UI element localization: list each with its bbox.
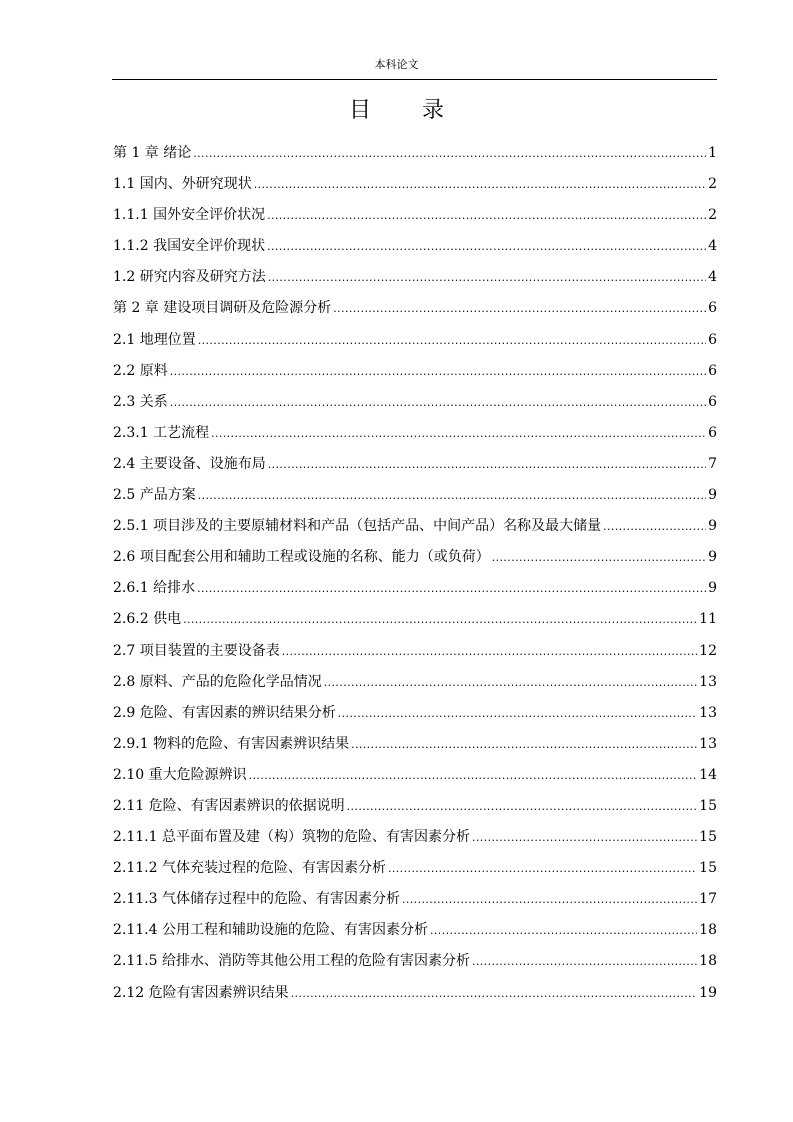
toc-entry[interactable] [113,607,717,638]
toc-entry[interactable] [113,639,717,670]
toc-dot-leader [388,857,697,881]
toc-entry[interactable] [113,421,717,452]
toc-page-number: 15 [699,829,717,846]
toc-entry[interactable] [113,949,717,980]
page-header: 本科论文 [374,58,419,71]
toc-dot-leader [170,391,706,415]
toc-entry-label: 2.7 项目装置的主要设备表 [113,642,280,659]
toc-entry[interactable] [113,483,717,514]
toc-page-number: 18 [699,953,717,970]
toc-title: 目 录 [349,98,466,123]
toc-dot-leader [603,515,706,539]
toc-entry[interactable] [113,981,717,1012]
toc-page-number: 15 [699,797,717,814]
toc-entry-label: 1.1 国内、外研究现状 [113,176,252,193]
toc-dot-leader [211,422,706,446]
toc-entry-label: 2.11.2 气体充装过程的危险、有害因素分析 [113,860,386,877]
toc-dot-leader [268,453,706,477]
toc-page-number: 19 [699,984,717,1001]
toc-page-number: 12 [699,642,717,659]
toc-dot-leader [472,950,697,974]
table-of-contents [113,141,717,1012]
toc-dot-leader [291,982,698,1006]
toc-entry-label: 2.4 主要设备、设施布局 [113,455,266,472]
toc-entry[interactable] [113,670,717,701]
toc-entry-label: 2.11.3 气体储存过程中的危险、有害因素分析 [113,891,400,908]
toc-entry-label: 2.11 危险、有害因素辨识的依据说明 [113,797,345,814]
toc-entry-label: 2.8 原料、产品的危险化学品情况 [113,673,322,690]
toc-dot-leader [402,888,697,912]
toc-entry[interactable] [113,265,717,296]
toc-page-number: 2 [708,176,717,193]
toc-entry-label: 2.9.1 物料的危险、有害因素辨识结果 [113,735,350,752]
toc-page-number: 15 [699,860,717,877]
toc-entry-label: 2.10 重大危险源辨识 [113,766,247,783]
toc-entry-label: 2.11.1 总平面布置及建（构）筑物的危险、有害因素分析 [113,829,470,846]
toc-entry[interactable] [113,576,717,607]
toc-dot-leader [492,546,706,570]
toc-dot-leader [268,266,706,290]
toc-page-number: 6 [708,393,717,410]
toc-entry-label: 2.6.1 给排水 [113,580,196,597]
toc-dot-leader [249,764,698,788]
toc-entry[interactable] [113,701,717,732]
toc-dot-leader [267,204,706,228]
toc-page-number: 6 [708,362,717,379]
toc-dot-leader [254,173,706,197]
toc-page-number: 6 [708,300,717,317]
toc-entry[interactable] [113,763,717,794]
toc-entry[interactable] [113,794,717,825]
toc-page-number: 7 [708,455,717,472]
toc-dot-leader [282,640,697,664]
toc-entry-label: 2.6 项目配套公用和辅助工程或设施的名称、能力（或负荷） [113,549,490,566]
toc-dot-leader [347,795,698,819]
toc-entry-label: 1.1.2 我国安全评价现状 [113,238,266,255]
toc-dot-leader [472,826,697,850]
toc-entry[interactable] [113,732,717,763]
toc-entry[interactable] [113,545,717,576]
toc-entry-label: 2.11.4 公用工程和辅助设施的危险、有害因素分析 [113,922,428,939]
toc-entry-label: 2.3 关系 [113,393,168,410]
toc-entry-label: 1.2 研究内容及研究方法 [113,269,266,286]
toc-page-number: 9 [708,580,717,597]
toc-page-number: 4 [708,269,717,286]
toc-entry[interactable] [113,390,717,421]
toc-page-number: 6 [708,424,717,441]
toc-dot-leader [324,671,697,695]
toc-entry[interactable] [113,452,717,483]
toc-entry[interactable] [113,296,717,327]
toc-page-number: 1 [708,145,717,161]
toc-entry[interactable] [113,887,717,918]
toc-page-number: 2 [708,207,717,224]
header-divider [112,79,717,80]
toc-entry[interactable] [113,359,717,390]
toc-entry-label: 2.5 产品方案 [113,487,196,504]
toc-entry-label: 2.1 地理位置 [113,331,196,348]
toc-entry[interactable] [113,172,717,203]
toc-entry-label: 1.1.1 国外安全评价状况 [113,207,266,224]
toc-dot-leader [333,297,706,321]
toc-entry-label: 2.9 危险、有害因素的辨识结果分析 [113,704,336,721]
toc-entry[interactable] [113,514,717,545]
toc-dot-leader [170,360,706,384]
toc-dot-leader [193,142,706,166]
toc-dot-leader [351,733,697,757]
toc-entry[interactable] [113,328,717,359]
toc-page-number: 9 [708,549,717,566]
toc-page-number: 11 [699,611,717,628]
toc-page-number: 13 [699,673,717,690]
toc-entry[interactable] [113,918,717,949]
toc-entry-label: 2.5.1 项目涉及的主要原辅材料和产品（包括产品、中间产品）名称及最大储量 [113,518,602,535]
toc-dot-leader [183,608,697,632]
toc-dot-leader [338,702,697,726]
toc-page-number: 18 [699,922,717,939]
toc-dot-leader [198,329,706,353]
toc-entry-label: 第 1 章 绪论 [113,145,192,161]
toc-entry[interactable] [113,234,717,265]
toc-dot-leader [198,484,706,508]
toc-page-number: 6 [708,331,717,348]
toc-page-number: 17 [699,891,717,908]
toc-dot-leader [197,577,706,601]
toc-entry[interactable] [113,141,717,172]
toc-entry-label: 2.3.1 工艺流程 [113,424,210,441]
toc-dot-leader [267,235,706,259]
toc-entry-label: 2.6.2 供电 [113,611,182,628]
toc-dot-leader [430,919,697,943]
toc-page-number: 9 [708,518,717,535]
toc-entry-label: 2.2 原料 [113,362,168,379]
toc-page-number: 13 [699,704,717,721]
toc-page-number: 13 [699,735,717,752]
toc-entry[interactable] [113,856,717,887]
toc-entry[interactable] [113,825,717,856]
toc-entry[interactable] [113,203,717,234]
toc-page-number: 4 [708,238,717,255]
toc-entry-label: 2.12 危险有害因素辨识结果 [113,984,289,1001]
toc-entry-label: 2.11.5 给排水、消防等其他公用工程的危险有害因素分析 [113,953,470,970]
toc-page-number: 9 [708,487,717,504]
toc-entry-label: 第 2 章 建设项目调研及危险源分析 [113,300,332,317]
toc-page-number: 14 [699,766,717,783]
